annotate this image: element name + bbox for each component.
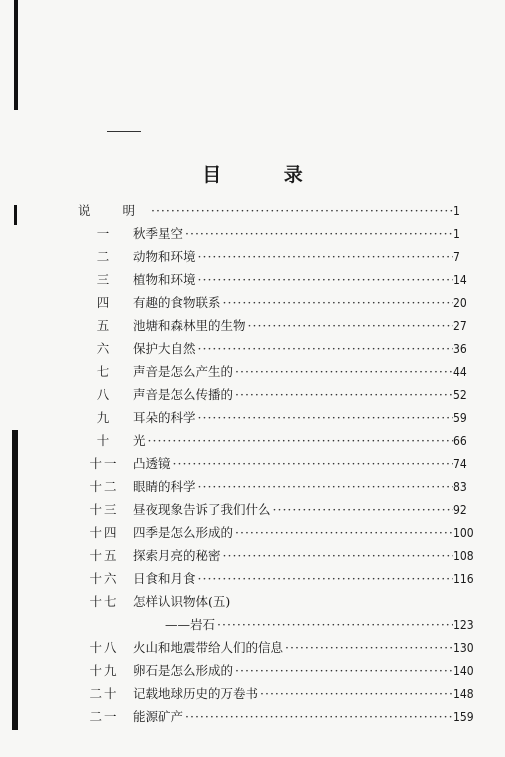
page-edge-mark xyxy=(14,0,18,110)
toc-entry-number: 二 xyxy=(96,249,112,264)
leader-dots xyxy=(235,524,453,542)
toc-entry-label: 动物和环境 xyxy=(133,249,196,264)
toc-entry xyxy=(0,478,505,496)
toc-entry xyxy=(0,547,505,565)
leader-dots xyxy=(198,248,453,266)
leader-dots xyxy=(217,616,453,634)
leader-dots xyxy=(198,340,453,358)
toc-entry-label: 凸透镜 xyxy=(133,456,171,471)
toc-entry-page: 116 xyxy=(453,572,474,586)
toc-entry xyxy=(0,685,505,703)
toc-entry xyxy=(0,524,505,542)
toc-entry-label: 卵石是怎么形成的 xyxy=(133,663,234,678)
toc-entry-label: 声音是怎么传播的 xyxy=(133,387,234,402)
leader-dots xyxy=(235,363,453,381)
leader-dots xyxy=(148,432,453,450)
toc-entry-label: 有趣的食物联系 xyxy=(133,295,221,310)
toc-entry-label: 光 xyxy=(133,433,146,448)
leader-dots xyxy=(185,708,453,726)
toc-entry xyxy=(0,317,505,335)
toc-entry xyxy=(0,409,505,427)
page-title: 目 录 xyxy=(202,164,331,186)
toc-entry-label: 说 明 xyxy=(78,203,149,218)
toc-entry-page: 140 xyxy=(453,664,474,678)
toc-entry-page: 52 xyxy=(453,388,467,402)
decorative-rule xyxy=(107,131,141,132)
toc-entry-label: ——岩石 xyxy=(165,617,216,632)
toc-entry-page: 83 xyxy=(453,480,467,494)
leader-dots xyxy=(273,501,453,519)
toc-entry-label: 记载地球历史的万卷书 xyxy=(133,686,259,701)
toc-entry-page: 123 xyxy=(453,618,474,632)
leader-dots xyxy=(198,570,453,588)
toc-entry-number: 八 xyxy=(96,387,112,402)
toc-entry-label: 耳朵的科学 xyxy=(133,410,196,425)
toc-entry-label: 昼夜现象告诉了我们什么 xyxy=(133,502,271,517)
leader-dots xyxy=(198,478,453,496)
toc-entry-page: 66 xyxy=(453,434,467,448)
toc-entry-number: 十二 xyxy=(89,479,119,494)
toc-entry xyxy=(0,340,505,358)
toc-entry-page: 1 xyxy=(453,227,460,241)
toc-entry-number: 十三 xyxy=(89,502,119,517)
toc-entry-page: 27 xyxy=(453,319,467,333)
toc-entry xyxy=(0,593,505,611)
toc-entry xyxy=(0,386,505,404)
toc-entry-page: 14 xyxy=(453,273,467,287)
toc-entry xyxy=(0,662,505,680)
toc-entry-label: 日食和月食 xyxy=(133,571,196,586)
toc-entry-page: 92 xyxy=(453,503,467,517)
toc-entry-number: 六 xyxy=(96,341,112,356)
toc-entry-page: 36 xyxy=(453,342,467,356)
toc-entry-number: 三 xyxy=(96,272,112,287)
toc-entry-page: 44 xyxy=(453,365,467,379)
leader-dots xyxy=(173,455,453,473)
toc-entry-page: 59 xyxy=(453,411,467,425)
leader-dots xyxy=(285,639,453,657)
toc-entry xyxy=(0,225,505,243)
leader-dots xyxy=(185,225,453,243)
toc-entry xyxy=(0,455,505,473)
leader-dots xyxy=(151,202,453,220)
toc-entry-page: 108 xyxy=(453,549,474,563)
toc-entry-label: 能源矿产 xyxy=(133,709,184,724)
toc-entry-label: 植物和环境 xyxy=(133,272,196,287)
leader-dots xyxy=(248,317,453,335)
toc-entry-number: 七 xyxy=(96,364,112,379)
toc-entry-number: 二一 xyxy=(89,709,119,724)
toc-entry-number: 十七 xyxy=(89,594,119,609)
leader-dots xyxy=(223,294,453,312)
toc-entry xyxy=(0,501,505,519)
toc-entry-page: 100 xyxy=(453,526,474,540)
toc-entry xyxy=(0,363,505,381)
leader-dots xyxy=(223,547,453,565)
toc-entry-label: 池塘和森林里的生物 xyxy=(133,318,246,333)
toc-entry-number: 十一 xyxy=(89,456,119,471)
leader-dots xyxy=(235,386,453,404)
toc-entry-number: 十四 xyxy=(89,525,119,540)
toc-entry-page: 7 xyxy=(453,250,460,264)
toc-entry-page: 159 xyxy=(453,710,474,724)
toc-entry xyxy=(0,708,505,726)
toc-entry-label: 秋季星空 xyxy=(133,226,184,241)
toc-entry-number: 十九 xyxy=(89,663,119,678)
toc-entry xyxy=(0,639,505,657)
toc-entry xyxy=(0,248,505,266)
toc-entry-page: 148 xyxy=(453,687,474,701)
toc-entry-label: 眼睛的科学 xyxy=(133,479,196,494)
leader-dots xyxy=(235,662,453,680)
toc-entry-number: 十 xyxy=(96,433,112,448)
toc-entry-label: 探索月亮的秘密 xyxy=(133,548,221,563)
toc-entry-page: 1 xyxy=(453,204,460,218)
toc-entry xyxy=(0,616,505,634)
toc-entry-label: 声音是怎么产生的 xyxy=(133,364,234,379)
toc-entry xyxy=(0,271,505,289)
toc-entry-number: 二十 xyxy=(89,686,119,701)
toc-entry-label: 四季是怎么形成的 xyxy=(133,525,234,540)
toc-entry-label: 火山和地震带给人们的信息 xyxy=(133,640,284,655)
toc-entry-page: 130 xyxy=(453,641,474,655)
toc-entry-label: 怎样认识物体(五) xyxy=(133,594,231,609)
toc-entry xyxy=(0,570,505,588)
toc-entry xyxy=(0,432,505,450)
toc-entry-number: 九 xyxy=(96,410,112,425)
leader-dots xyxy=(260,685,453,703)
toc-entry xyxy=(0,294,505,312)
toc-entry-number: 十六 xyxy=(89,571,119,586)
leader-dots xyxy=(198,409,453,427)
toc-entry-number: 五 xyxy=(96,318,112,333)
toc-entry-number: 一 xyxy=(96,226,112,241)
toc-entry-page: 74 xyxy=(453,457,467,471)
toc-entry-page: 20 xyxy=(453,296,467,310)
toc-entry-number: 十五 xyxy=(89,548,119,563)
toc-entry-number: 十八 xyxy=(89,640,119,655)
toc-entry-label: 保护大自然 xyxy=(133,341,196,356)
toc-entry-number: 四 xyxy=(96,295,112,310)
toc-entry xyxy=(0,202,505,220)
leader-dots xyxy=(198,271,453,289)
